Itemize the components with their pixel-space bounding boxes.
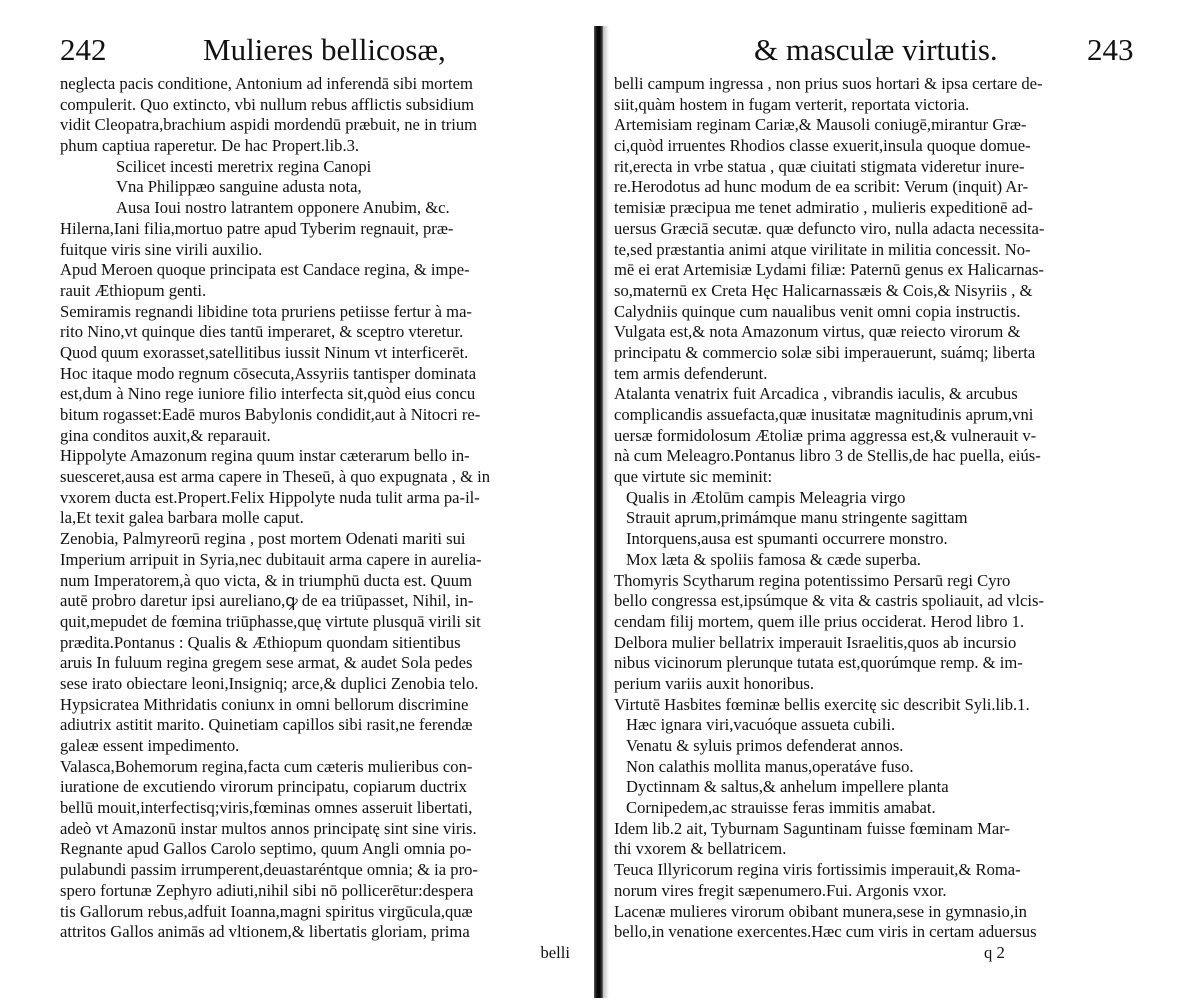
verse-line: Hæc ignara viri,vacuóque assueta cubili.: [626, 715, 896, 735]
text-line: siit,quàm hostem in fugam verterit, reportata victoria.: [614, 94, 970, 114]
text-line: Atalanta venatrix fuit Arcadica , vibrandis iaculis, & arcubus: [614, 384, 1018, 404]
text-line: Lacenæ mulieres virorum obibant munera,sese in gymnasio,in: [614, 901, 1027, 921]
text-line: fuitque viris sine virili auxilio.: [60, 239, 263, 259]
text-line: attritos Gallos animās ad vltionem,& libertatis gloriam, prima: [60, 922, 470, 942]
text-line: temisiæ præcipua me tenet admiratio , mulieris expeditionē ad-: [614, 198, 1033, 218]
text-line: perium variis auxit honoribus.: [614, 673, 815, 693]
verse-line: Qualis in Ætolūm campis Meleagria virgo: [626, 487, 906, 507]
text-line: Apud Meroen quoque principata est Candace regina, & impe-: [60, 260, 470, 280]
text-line: Zenobia, Palmyreorū regina , post mortem Odenati mariti sui: [60, 529, 466, 549]
text-line: tis Gallorum rebus,adfuit Ioanna,magni spiritus virgūcula,quæ: [60, 901, 473, 921]
text-line: belli campum ingressa , non prius suos hortari & ipsa certare de-: [614, 74, 1043, 93]
text-line: iuratione de excutiendo virorum principatu, copiarum ductrix: [60, 777, 467, 797]
right-page: [614, 30, 1134, 964]
text-line: Semiramis regnandi libidine tota pruriens petiisse fertur à ma-: [60, 301, 472, 321]
verse-line: Mox læta & spoliis famosa & cæde superba.: [626, 549, 921, 569]
text-line: so,maternū ex Creta Hęc Halicarnassæis & Cois,& Nisyriis , &: [614, 280, 1033, 300]
text-line: Valasca,Bohemorum regina,facta cum cæteris mulieribus con-: [60, 756, 473, 776]
text-line: nà cum Meleagro.Pontanus libro 3 de Stellis,de hac puella, eiús-: [614, 446, 1041, 466]
text-line: adiutrix astitit marito. Quinetiam capillos sibi rasit,ne ferendæ: [60, 715, 473, 735]
text-line: thi vxorem & bellatricem.: [614, 839, 787, 859]
text-line: Artemisiam reginam Cariæ,& Mausoli coniugē,mirantur Græ-: [614, 115, 1027, 135]
text-line: principatu & commercio solæ sibi imperauerunt, suámq; liberta: [614, 342, 1036, 362]
text-line: cendam filij mortem, quem ille prius occiderat. Herod libro 1.: [614, 611, 1025, 631]
text-line: rit,erecta in vrbe statua , quæ ciuitati stigmata videretur inure-: [614, 156, 1025, 176]
text-line: bellū mouit,interfectisq;viris,fœminas omnes asseruit libertati,: [60, 798, 473, 818]
text-line: vxorem ducta est.Propert.Felix Hippolyte nuda tulit arma pa-il-: [60, 487, 480, 507]
catchword: belli: [540, 942, 570, 962]
verse-line: Strauit aprum,primámque manu stringente sagittam: [626, 508, 968, 528]
text-line: autē probro daretur ipsi aureliano,ꝙ de ea triūpasset, Nihil, in-: [60, 591, 474, 611]
left-page-header: [60, 30, 585, 74]
text-line: Quod quum exorasset,satellitibus iussit Ninum vt interficerēt.: [60, 342, 469, 362]
text-line: suesceret,ausa est arma capere in Theseū, à quo expugnata , & in: [60, 467, 491, 487]
text-line: bello congressa est,ipsúmque & vita & castris spoliauit, ad vlcis-: [614, 591, 1044, 611]
text-line: phum captiua raperetur. De hac Propert.lib.3.: [60, 136, 360, 156]
verse-line: Venatu & syluis primos defenderat annos.: [626, 736, 904, 755]
text-line: aruis In fuluum regina gregem sese armat, & audet Sola pedes: [60, 653, 473, 673]
verse-line: Cornipedem,ac strauisse feras immitis amabat.: [626, 798, 936, 818]
text-line: adeò vt Amazonū instar multos annos principatę sint sine viris.: [60, 818, 477, 838]
text-line: complicandis assuefacta,quæ inusitatæ magnitudinis aprum,vni: [614, 405, 1034, 424]
text-line: Imperium arripuit in Syria,nec dubitauit arma capere in aurelia-: [60, 549, 482, 569]
text-line: Virtutē Hasbites fœminæ bellis exercitę sic describit Syli.lib.1.: [614, 694, 1030, 714]
verse-line: Ausa Ioui nostro latrantem opponere Anubim, &c.: [116, 198, 450, 218]
text-line: Teuca Illyricorum regina viris fortissimis imperauit,& Roma-: [614, 860, 1021, 880]
text-line: rauit Æthiopum genti.: [60, 280, 207, 300]
right-page-header: [614, 30, 1134, 74]
text-line: uersæ formidolosum Ætoliæ prima aggressa est,& vulnerauit v-: [614, 425, 1037, 445]
text-line: tem armis defenderunt.: [614, 363, 768, 383]
text-line: Hypsicratea Mithridatis coniunx in omni bellorum discrimine: [60, 694, 469, 714]
text-line: te,sed præstantia animi atque virilitate in militia concessit. No-: [614, 239, 1031, 259]
verse-line: Non calathis mollita manus,operatáve fuso.: [626, 756, 914, 776]
text-line: Vulgata est,& nota Amazonum virtus, quæ reiecto virorum &: [614, 322, 1021, 342]
text-line: que virtute sic meminit:: [614, 467, 773, 487]
text-line: Hoc itaque modo regnum cōsecuta,Assyriis tantisper dominata: [60, 363, 477, 383]
left-page: [60, 30, 585, 964]
signature-mark: q 2: [984, 942, 1005, 962]
text-line: sese irato obiectare leoni,Insigniq; arce,& duplici Zenobia telo.: [60, 673, 479, 693]
text-line: Thomyris Scytharum regina potentissimo Persarū regi Cyro: [614, 570, 1011, 590]
text-line: Hippolyte Amazonum regina quum instar cæterarum bello in-: [60, 446, 470, 466]
text-line: norum vires fregit sæpenumero.Fui. Argonis vxor.: [614, 880, 947, 900]
text-line: quit,mepudet de fœmina triūphasse,quę virtute plusquā virili sit: [60, 611, 481, 631]
text-line: spero fortunæ Zephyro adiuti,nihil sibi nō pollicerētur:despera: [60, 880, 474, 900]
text-line: compulerit. Quo extincto, vbi nullum rebus afflictis subsidium: [60, 94, 475, 114]
verse-line: Scilicet incesti meretrix regina Canopi: [116, 156, 372, 176]
text-line: re.Herodotus ad hunc modum de ea scribit: Verum (inquit) Ar-: [614, 177, 1029, 197]
text-line: est,dum à Nino rege iuniore filio interfecta sit,quòd eius concu: [60, 384, 476, 404]
text-line: prædita.Pontanus : Qualis & Æthiopum quondam sitientibus: [60, 632, 461, 652]
text-line: gina conditos auxit,& reparauit.: [60, 425, 271, 445]
gutter-shadow: [603, 26, 609, 998]
text-line: uersus Græciā secutæ. quæ defuncto viro, nulla adacta necessita-: [614, 218, 1045, 238]
text-line: Calydniis quinque cum naualibus venit omni copia instructis.: [614, 301, 1021, 321]
text-line: rito Nino,vt quinque dies tantū imperaret, & sceptro vteretur.: [60, 322, 464, 342]
verse-line: Vna Philippæo sanguine adusta nota,: [116, 177, 362, 197]
text-line: Regnante apud Gallos Carolo septimo, quum Angli omnia po-: [60, 839, 472, 859]
left-running-title: Mulieres bellicosæ,: [203, 32, 446, 67]
text-line: mē ei erat Artemisiæ Lydami filiæ: Paternū genus ex Halicarnas-: [614, 260, 1044, 280]
right-page-text: [614, 74, 1134, 964]
text-line: neglecta pacis conditione, Antonium ad inferendā sibi mortem: [60, 74, 473, 93]
left-page-number: 242: [60, 32, 107, 67]
book-gutter: [594, 26, 603, 998]
text-line: Delbora mulier bellatrix imperauit Israelitis,quos ab incursio: [614, 632, 1017, 652]
right-running-title: & masculæ virtutis.: [754, 32, 998, 67]
verse-line: Dyctinnam & saltus,& anhelum impellere planta: [626, 777, 949, 797]
left-page-text: [60, 74, 585, 964]
text-line: ci,quòd irruentes Rhodios classe exuerit,insula quoque domue-: [614, 136, 1031, 156]
verse-line: Intorquens,ausa est spumanti occurrere monstro.: [626, 529, 948, 549]
right-page-number: 243: [1087, 32, 1134, 67]
text-line: Idem lib.2 ait, Tyburnam Saguntinam fuisse fœminam Mar-: [614, 818, 1010, 838]
text-line: Hilerna,Iani filia,mortuo patre apud Tyberim regnauit, præ-: [60, 218, 454, 238]
text-line: bitum rogasset:Eadē muros Babylonis condidit,aut à Nitocri re-: [60, 405, 481, 424]
text-line: vidit Cleopatra,brachium aspidi mordendū præbuit, ne in trium: [60, 115, 478, 135]
text-line: nibus vicinorum plerunque tutata est,quorúmque remp. & im-: [614, 653, 1023, 673]
text-line: pulabundi passim irrumperent,deuastaréntque omnia; & ia pro-: [60, 860, 478, 880]
text-line: bello,in venatione exercentes.Hæc cum viris in certam aduersus: [614, 922, 1037, 942]
text-line: num Imperatorem,à quo victa, & in triumphū ducta est. Quum: [60, 570, 472, 590]
text-line: la,Et texit galea barbara molle caput.: [60, 508, 304, 528]
text-line: galeæ essent impedimento.: [60, 736, 240, 755]
